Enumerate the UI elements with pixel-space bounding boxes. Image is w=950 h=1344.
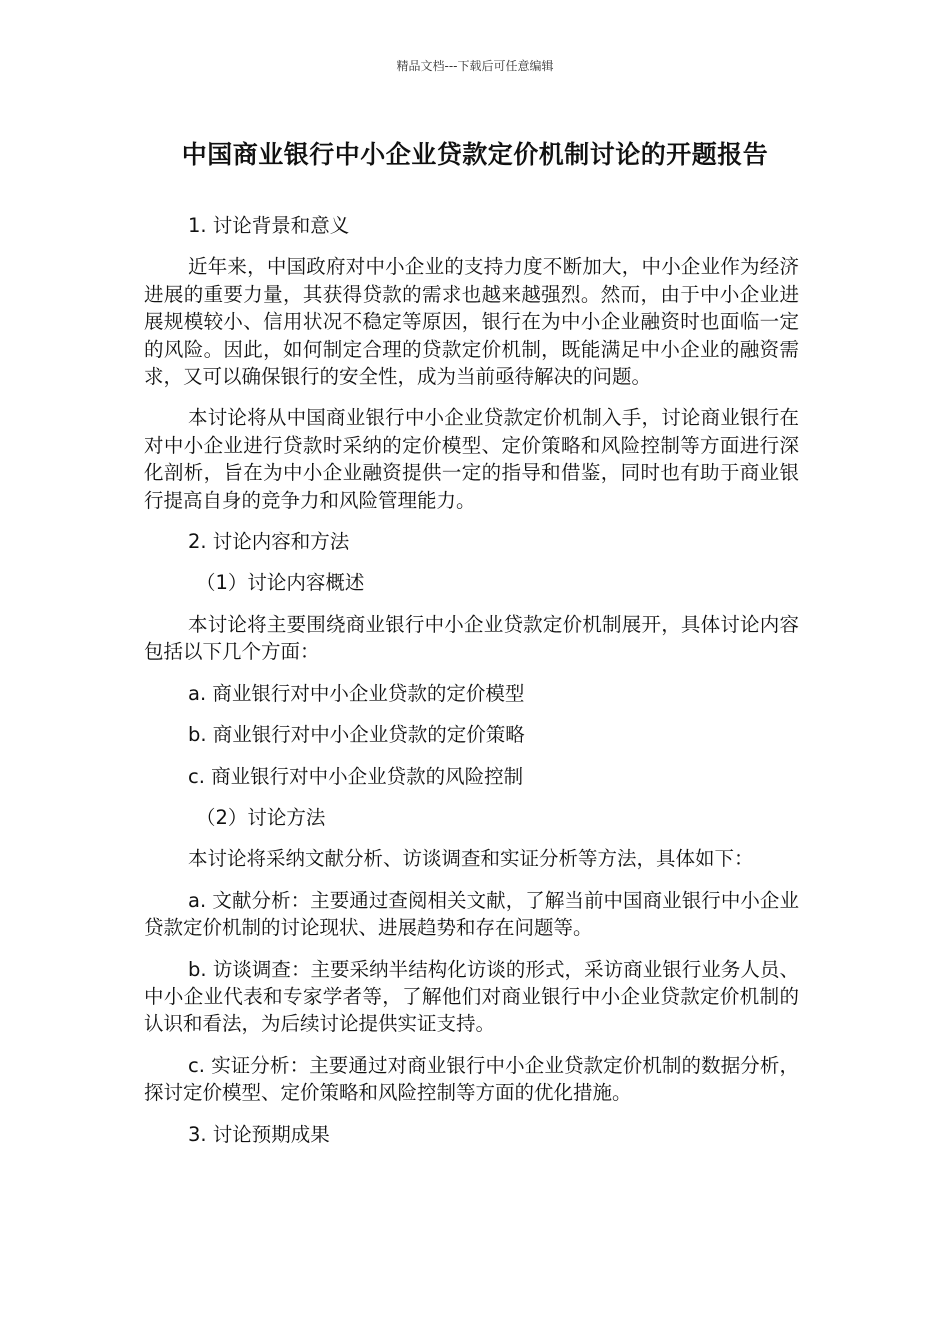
paragraph-method-intro: 本讨论将采纳文献分析、访谈调查和实证分析等方法，具体如下： [188, 847, 754, 871]
list-item-pricing-strategy: b. 商业银行对中小企业贷款的定价策略 [188, 723, 525, 747]
document-title: 中国商业银行中小企业贷款定价机制讨论的开题报告 [181, 140, 769, 169]
subsection-heading-content: （1）讨论内容概述 [196, 571, 365, 595]
header-note: 精品文档---下载后可任意编辑 [396, 59, 554, 73]
section-heading-2: 2. 讨论内容和方法 [188, 530, 350, 554]
list-item-pricing-model: a. 商业银行对中小企业贷款的定价模型 [188, 681, 525, 705]
list-item-empirical: c. 实证分析：主要通过对商业银行中小企业贷款定价机制的数据分析，探讨定价模型、定价策略和风险控制等方面的优化措施。 [144, 1053, 799, 1105]
document-body [144, 212, 799, 1162]
subsection-heading-method: （2）讨论方法 [196, 805, 326, 829]
section-heading-3: 3. 讨论预期成果 [188, 1122, 330, 1146]
section-heading-1: 1. 讨论背景和意义 [188, 214, 350, 237]
list-item-risk-control: c. 商业银行对中小企业贷款的风险控制 [188, 764, 524, 788]
paragraph-background: 近年来，中国政府对中小企业的支持力度不断加大，中小企业作为经济进展的重要力量，其获得贷款的需求也越来越强烈。然而，由于中小企业进展规模较小、信用状况不稳定等原因，银行在为中小企业融资时也面临一定的风险。因此，如何制定合理的贷款定价机制，既能满足中小企业的融资需求，又可以确保银行的安全性，成为当前亟待解决的问题。 [144, 255, 799, 389]
paragraph-purpose: 本讨论将从中国商业银行中小企业贷款定价机制入手，讨论商业银行在对中小企业进行贷款时采纳的定价模型、定价策略和风险控制等方面进行深化剖析，旨在为中小企业融资提供一定的指导和借鉴，同时也有助于商业银行提高自身的竞争力和风险管理能力。 [144, 406, 799, 512]
paragraph-content-intro: 本讨论将主要围绕商业银行中小企业贷款定价机制展开，具体讨论内容包括以下几个方面： [144, 612, 799, 664]
list-item-interview: b. 访谈调查：主要采纳半结构化访谈的形式，采访商业银行业务人员、中小企业代表和专家学者等，了解他们对商业银行中小企业贷款定价机制的认识和看法，为后续讨论提供实证支持。 [144, 957, 799, 1036]
list-item-literature: a. 文献分析：主要通过查阅相关文献，了解当前中国商业银行中小企业贷款定价机制的讨论现状、进展趋势和存在问题等。 [144, 888, 799, 940]
